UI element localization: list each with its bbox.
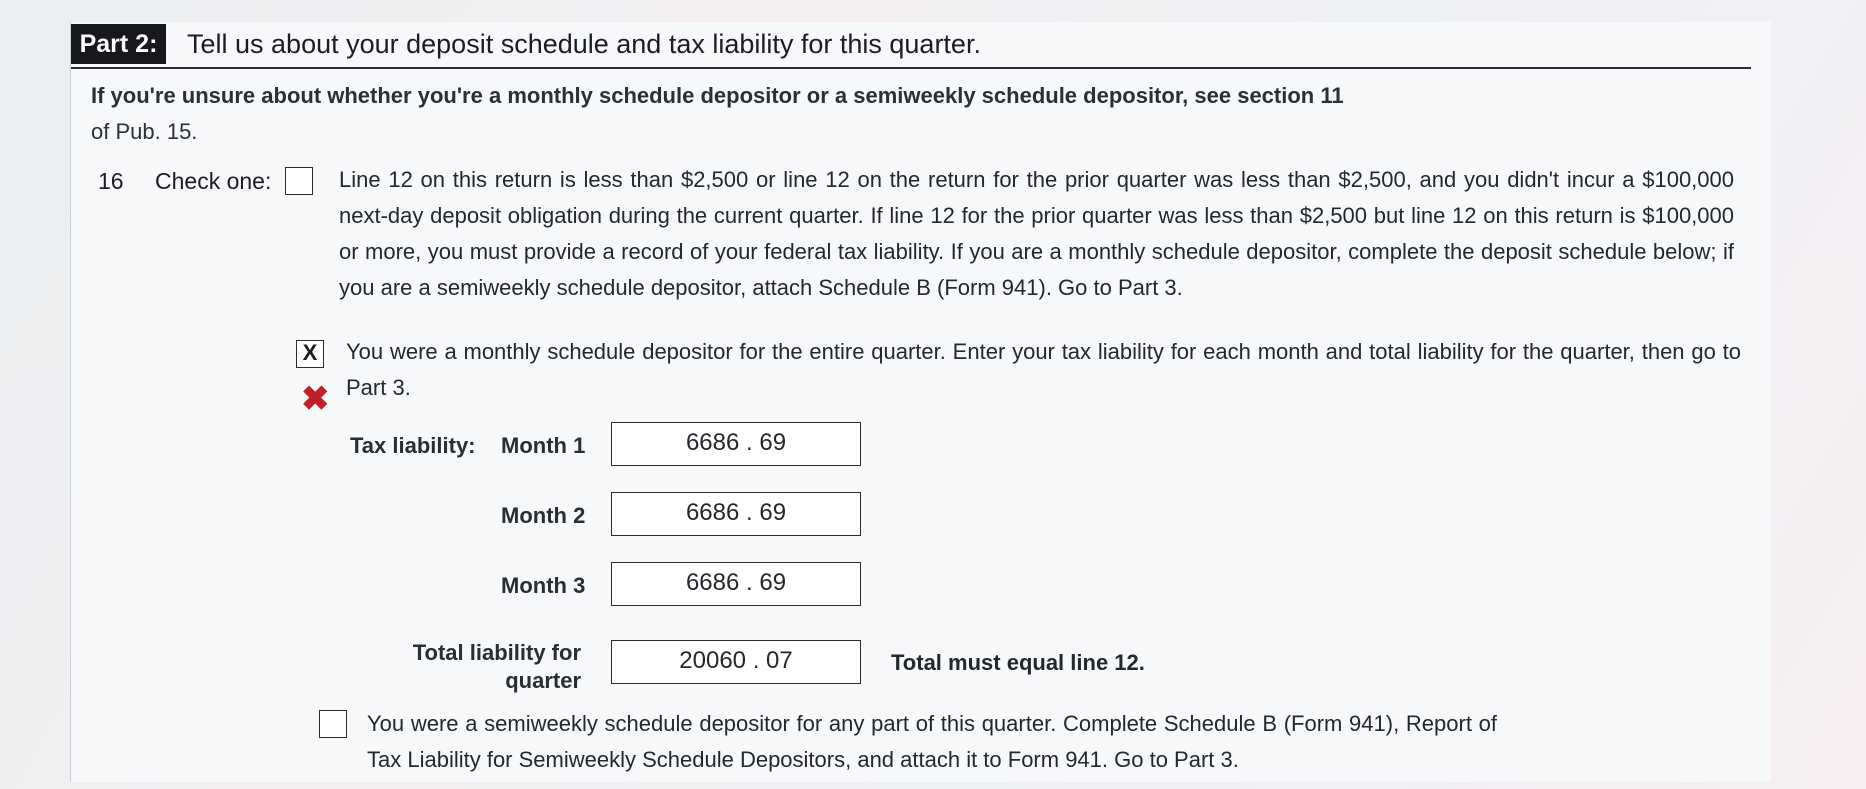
month-2-input[interactable]: 6686 . 69: [611, 492, 861, 536]
check-one-label: Check one:: [155, 168, 272, 194]
month-1-label: Month 1: [501, 433, 586, 458]
intro-line-1: If you're unsure about whether you're a monthly schedule depositor or a semiweekly schedule depositor, see section 11: [91, 83, 1344, 108]
month-2-label: Month 2: [501, 503, 586, 528]
total-label-line-1: Total liability for: [412, 640, 581, 665]
month-3-label: Month 3: [501, 573, 586, 598]
option2-checkbox[interactable]: X: [296, 340, 324, 368]
option1-checkbox[interactable]: [285, 167, 313, 195]
total-label-line-2: quarter: [505, 668, 581, 693]
option3-checkbox[interactable]: [319, 710, 347, 738]
option3-text: You were a semiweekly schedule depositor for any part of this quarter. Complete Schedule B (Form 941), Report of Tax Liability for Semiweekly Schedule Depositors, and attach it to Form 941. Go to Part 3.: [367, 711, 1497, 772]
total-label: [401, 639, 581, 695]
option1-text: Line 12 on this return is less than $2,500 or line 12 on the return for the prior quarter was less than $2,500, and you didn't incur a $100,000 next-day deposit obligation during the current quarter. If line 12 for the prior quarter was less than $2,500 but line 12 on this return is $100,000 or more, you must provide a record of your federal tax liability. If you are a monthly schedule depositor, complete the deposit schedule below; if you are a semiweekly schedule depositor, attach Schedule B (Form 941). Go to Part 3.: [339, 167, 1734, 300]
intro-line-2: of Pub. 15.: [91, 119, 198, 144]
part-label: Part 2:: [71, 24, 166, 64]
line-number: 16: [98, 168, 124, 194]
total-liability-input[interactable]: 20060 . 07: [611, 640, 861, 684]
month-3-input[interactable]: 6686 . 69: [611, 562, 861, 606]
part-header: [71, 22, 1751, 69]
part-title: Tell us about your deposit schedule and tax liability for this quarter.: [187, 29, 981, 59]
intro-text: [91, 78, 1541, 150]
month-1-input[interactable]: 6686 . 69: [611, 422, 861, 466]
total-note: Total must equal line 12.: [891, 650, 1145, 675]
option2-text: You were a monthly schedule depositor for the entire quarter. Enter your tax liability for each month and total liability for the quarter, then go to Part 3.: [346, 339, 1741, 400]
error-x-icon: ✖: [301, 380, 330, 418]
tax-liability-label: Tax liability:: [350, 433, 476, 458]
form-941-part2: [70, 22, 1771, 782]
